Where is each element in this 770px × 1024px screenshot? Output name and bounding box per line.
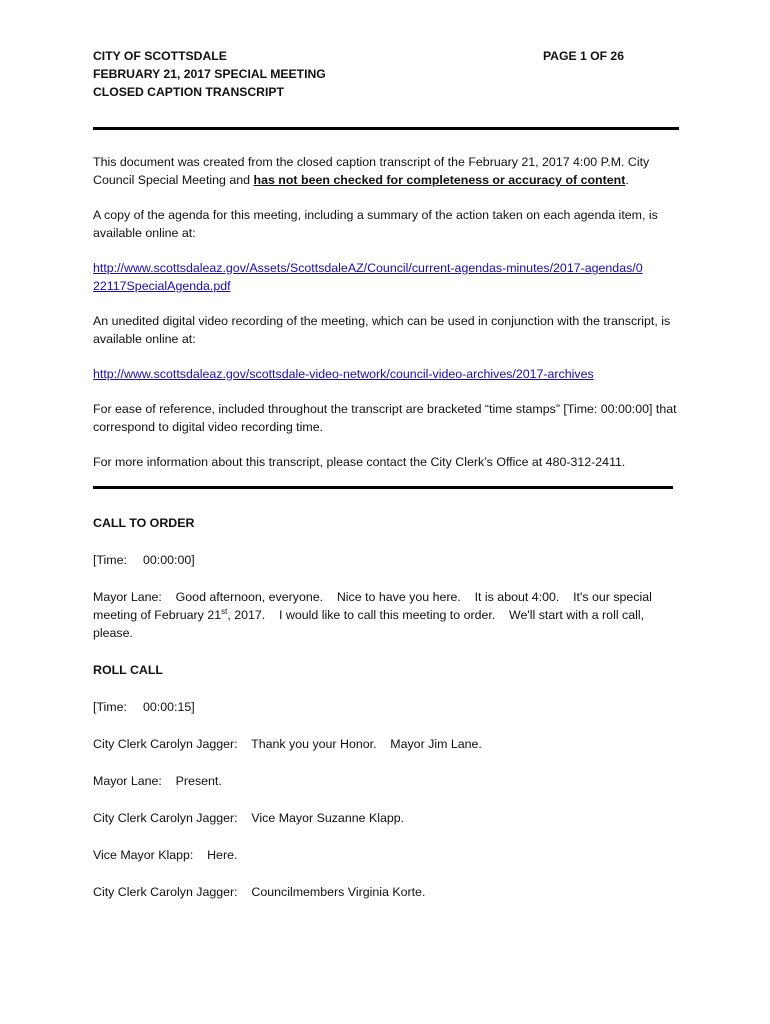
agenda-link-paragraph xyxy=(93,259,679,295)
agenda-link[interactable] xyxy=(93,261,643,293)
time-value: 00:00:15] xyxy=(143,700,195,714)
intro-paragraph-3: An unedited digital video recording of the meeting, which can be used in conjunction with the transcript, is available online at: xyxy=(93,314,671,346)
transcript-entry xyxy=(93,846,679,864)
page-number: PAGE 1 OF 26 xyxy=(542,49,624,63)
mayor-opening-statement xyxy=(93,588,679,642)
time-label: [Time: xyxy=(93,700,127,714)
call-to-order-time xyxy=(93,551,679,569)
entry-text: Vice Mayor Suzanne Klapp. xyxy=(251,811,405,825)
statement-line-3: please. xyxy=(93,626,133,640)
intro-paragraph-5: For more information about this transcript, please contact the City Clerk’s Office at 480-312-2411. xyxy=(93,455,626,469)
statement-superscript: st xyxy=(221,606,228,616)
statement-line-2b: , 2017. I would like to call this meeting to order. We'll start with a roll call, xyxy=(227,608,645,622)
header-meeting: FEBRUARY 21, 2017 SPECIAL MEETING xyxy=(93,67,326,81)
disclaimer-text: has not been checked for completeness or accuracy of content xyxy=(253,173,626,187)
transcript-entry xyxy=(93,809,679,827)
roll-call-time xyxy=(93,698,679,716)
speaker-name: City Clerk Carolyn Jagger: xyxy=(93,737,238,751)
entry-text: Present. xyxy=(175,774,222,788)
video-link-paragraph xyxy=(93,365,679,383)
entry-text: Councilmembers Virginia Korte. xyxy=(251,885,426,899)
section-divider xyxy=(93,486,673,489)
video-archive-link[interactable]: http://www.scottsdaleaz.gov/scottsdale-video-network/council-video-archives/2017-archives xyxy=(93,367,594,381)
speaker-name: City Clerk Carolyn Jagger: xyxy=(93,885,238,899)
document-header xyxy=(93,47,679,101)
speaker-name: Vice Mayor Klapp: xyxy=(93,848,194,862)
transcript-entry xyxy=(93,735,679,753)
intro-paragraph-1 xyxy=(93,153,679,189)
intro-paragraph-4: For ease of reference, included throughout the transcript are bracketed “time stamps” [Time: 00:00:00] that correspond to digital video recording time. xyxy=(93,402,677,434)
roll-call-heading: ROLL CALL xyxy=(93,663,163,677)
entry-text: Here. xyxy=(207,848,238,862)
speaker-name: Mayor Lane: xyxy=(93,774,162,788)
transcript-entry xyxy=(93,772,679,790)
intro-period: . xyxy=(625,173,629,187)
call-to-order-heading: CALL TO ORDER xyxy=(93,516,195,530)
entry-text: Thank you your Honor. Mayor Jim Lane. xyxy=(251,737,482,751)
speaker-name: Mayor Lane: xyxy=(93,590,162,604)
header-doc-type: CLOSED CAPTION TRANSCRIPT xyxy=(93,85,284,99)
speaker-name: City Clerk Carolyn Jagger: xyxy=(93,811,238,825)
header-divider xyxy=(93,127,679,130)
statement-line-1: Good afternoon, everyone. Nice to have you here. It is about 4:00. It's our special xyxy=(175,590,652,604)
time-value: 00:00:00] xyxy=(143,553,195,567)
header-org: CITY OF SCOTTSDALE xyxy=(93,49,227,63)
time-label: [Time: xyxy=(93,553,127,567)
intro-text: This document was created from the closed caption transcript of the February 21, 2017 4:00 P.M. City Council Special Meeting and xyxy=(93,155,650,187)
transcript-entry xyxy=(93,883,679,901)
agenda-link-line1: http://www.scottsdaleaz.gov/Assets/ScottsdaleAZ/Council/current-agendas-minutes/2017-agendas/0 xyxy=(93,261,643,275)
intro-paragraph-2: A copy of the agenda for this meeting, including a summary of the action taken on each agenda item, is available online at: xyxy=(93,208,658,240)
transcript-page xyxy=(93,47,679,901)
statement-line-2a: meeting of February 21 xyxy=(93,608,222,622)
agenda-link-line2: 22117SpecialAgenda.pdf xyxy=(93,279,231,293)
